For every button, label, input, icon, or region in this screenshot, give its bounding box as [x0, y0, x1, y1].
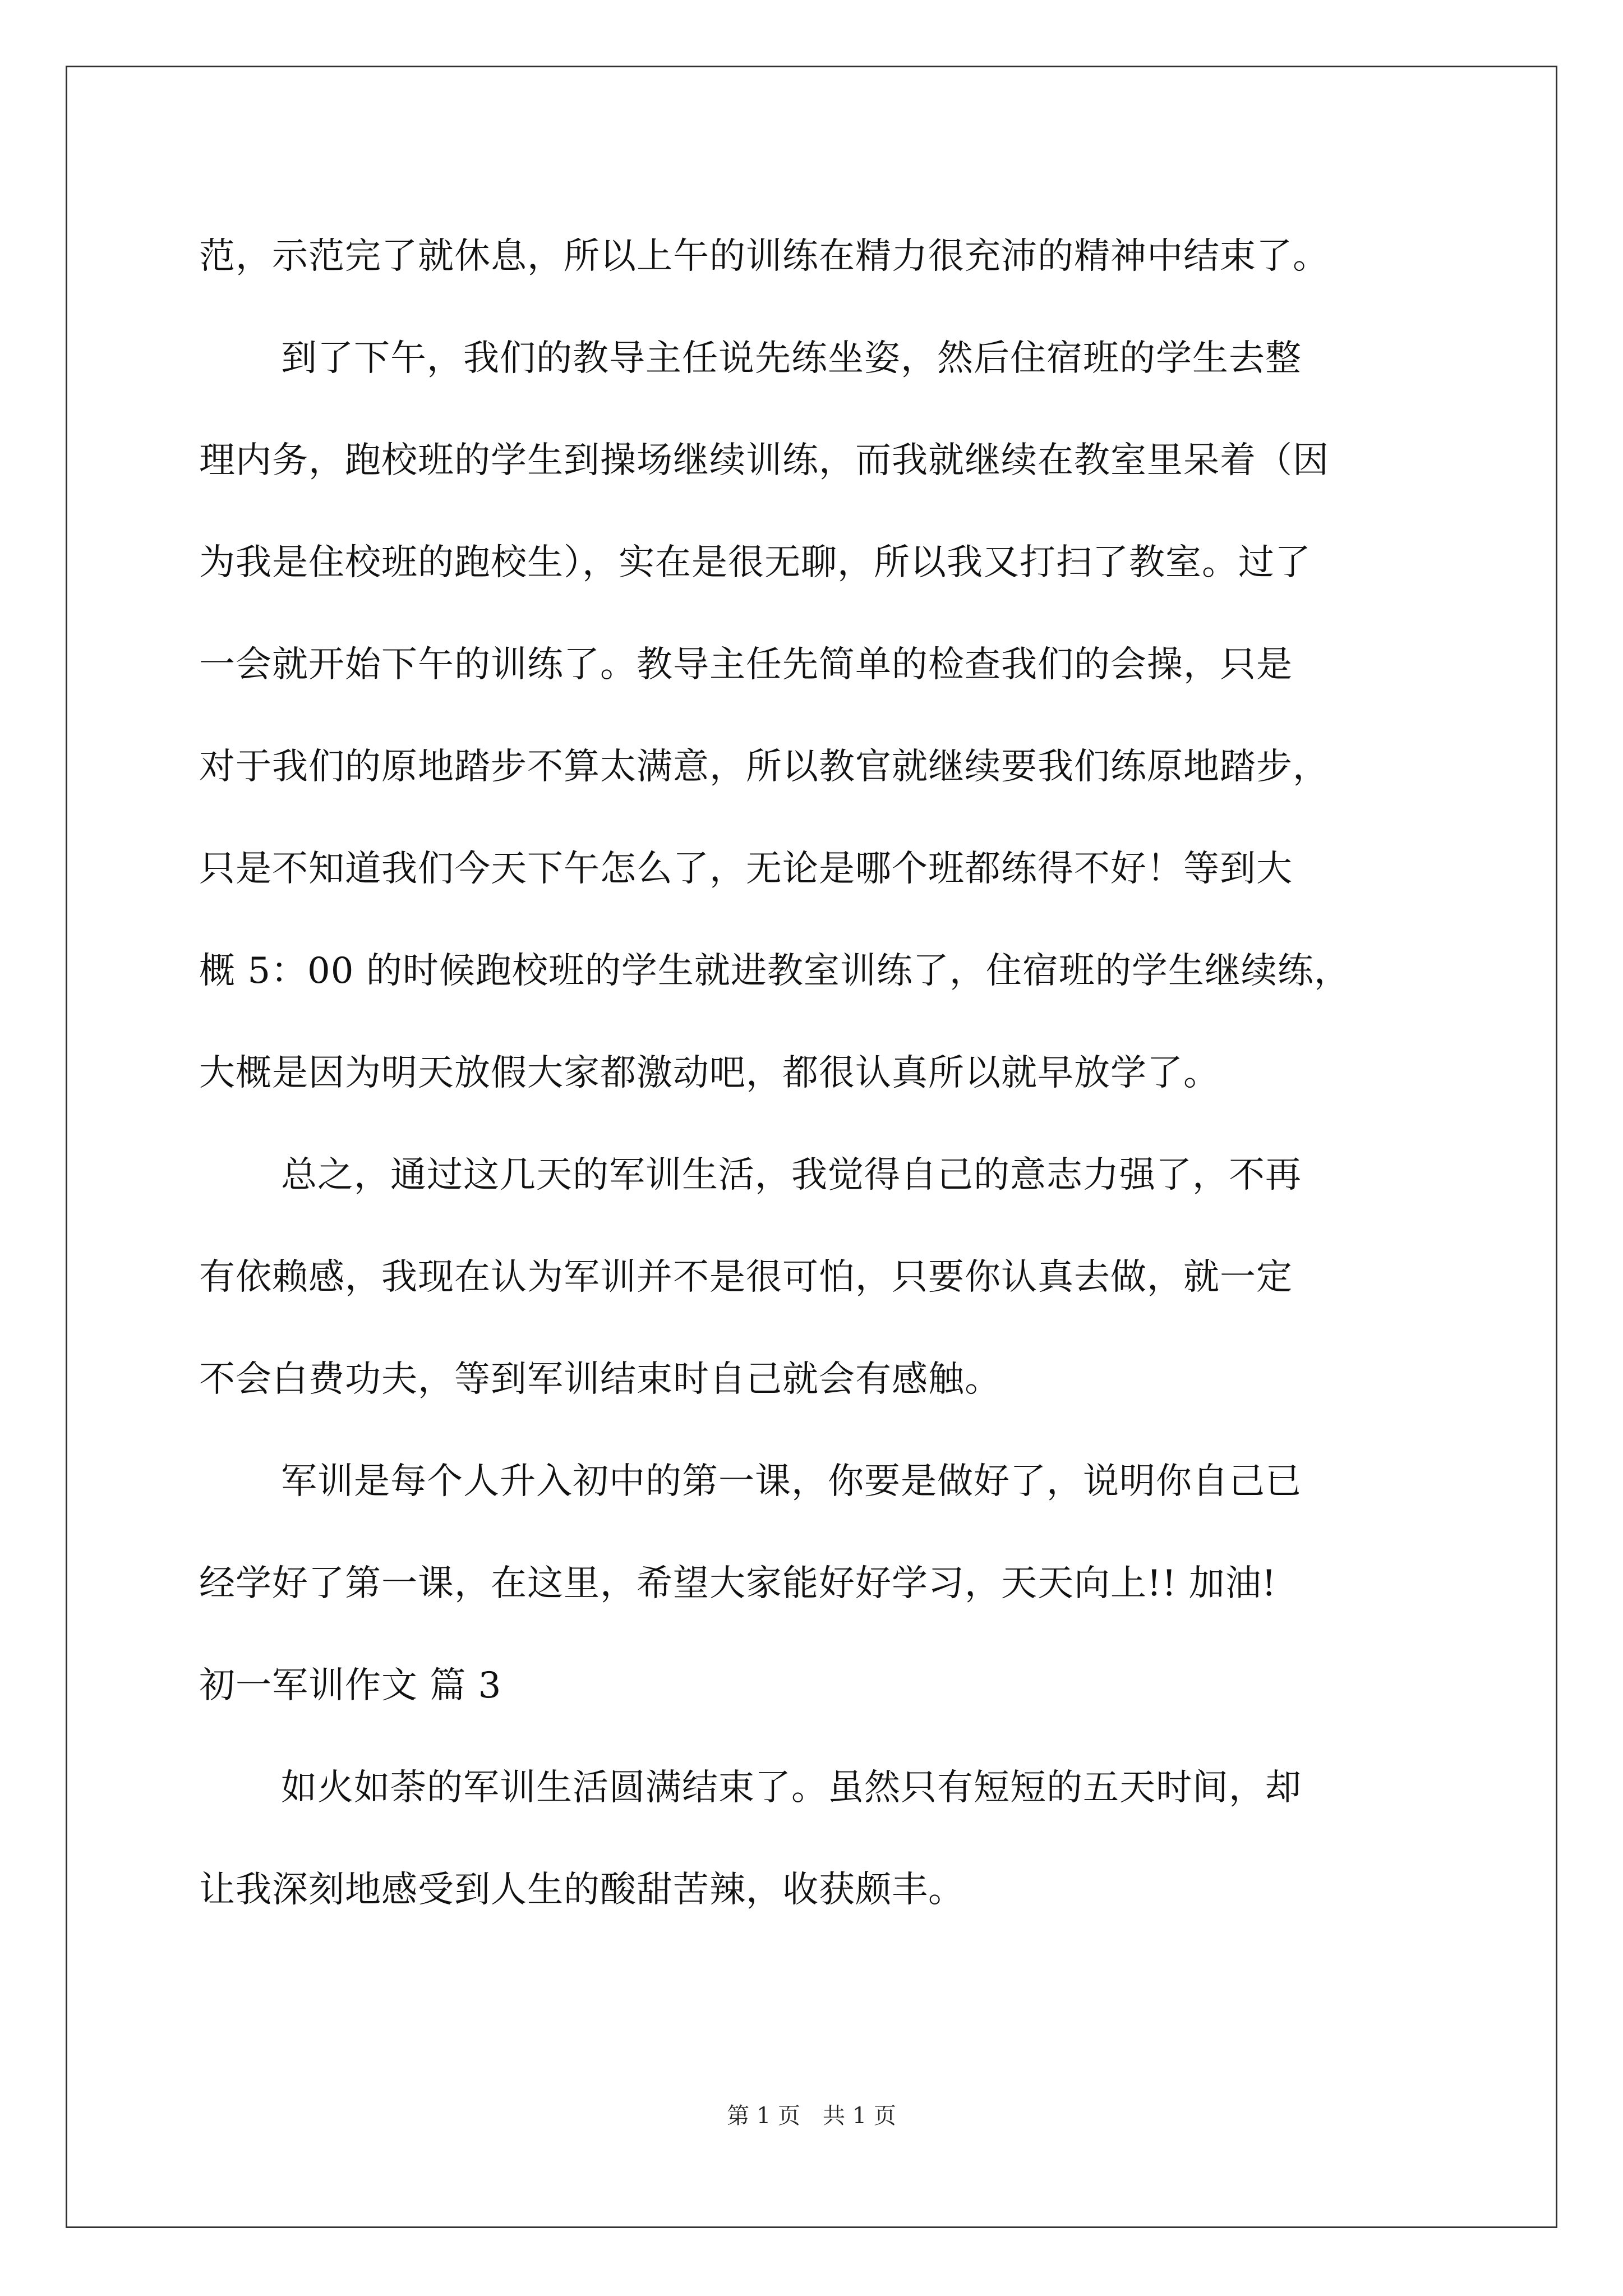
text-line: 经学好了第一课，在这里，希望大家能好好学习，天天向上!! 加油! [199, 1563, 1277, 1604]
page-total: 共 1 页 [823, 2103, 896, 2129]
text-line: 大概是因为明天放假大家都激动吧，都很认真所以就早放学了。 [199, 1052, 1220, 1094]
text-line: 概 5：00 的时候跑校班的学生就进教室训练了，住宿班的学生继续练， [199, 950, 1350, 992]
text-line: 为我是住校班的跑校生），实在是很无聊，所以我又打扫了教室。过了 [199, 542, 1311, 583]
text-line: 让我深刻地感受到人生的酸甜苦辣，收获颇丰。 [199, 1869, 965, 1911]
section-heading: 初一军训作文 篇 3 [199, 1665, 502, 1706]
paragraph-start-line: 军训是每个人升入初中的第一课，你要是做好了，说明你自己已 [281, 1461, 1302, 1502]
page-footer [0, 2098, 1623, 2130]
text-line: 对于我们的原地踏步不算太满意，所以教官就继续要我们练原地踏步， [199, 746, 1329, 788]
text-line: 有依赖感，我现在认为军训并不是很可怕，只要你认真去做，就一定 [199, 1257, 1293, 1298]
text-line: 一会就开始下午的训练了。教导主任先简单的检查我们的会操，只是 [199, 644, 1293, 685]
document-body [199, 205, 1433, 1941]
text-line: 理内务，跑校班的学生到操场继续训练，而我就继续在教室里呆着（因 [199, 440, 1329, 481]
paragraph-start-line: 如火如荼的军训生活圆满结束了。虽然只有短短的五天时间，却 [281, 1767, 1302, 1809]
paragraph-start-line: 总之，通过这几天的军训生活，我觉得自己的意志力强了，不再 [281, 1154, 1302, 1196]
text-line: 不会白费功夫，等到军训结束时自己就会有感触。 [199, 1359, 1001, 1400]
page-number: 第 1 页 [727, 2103, 800, 2129]
text-line: 只是不知道我们今天下午怎么了，无论是哪个班都练得不好！等到大 [199, 848, 1293, 890]
paragraph-start-line: 到了下午，我们的教导主任说先练坐姿，然后住宿班的学生去整 [281, 338, 1302, 379]
text-line: 范，示范完了就休息，所以上午的训练在精力很充沛的精神中结束了。 [199, 236, 1329, 277]
